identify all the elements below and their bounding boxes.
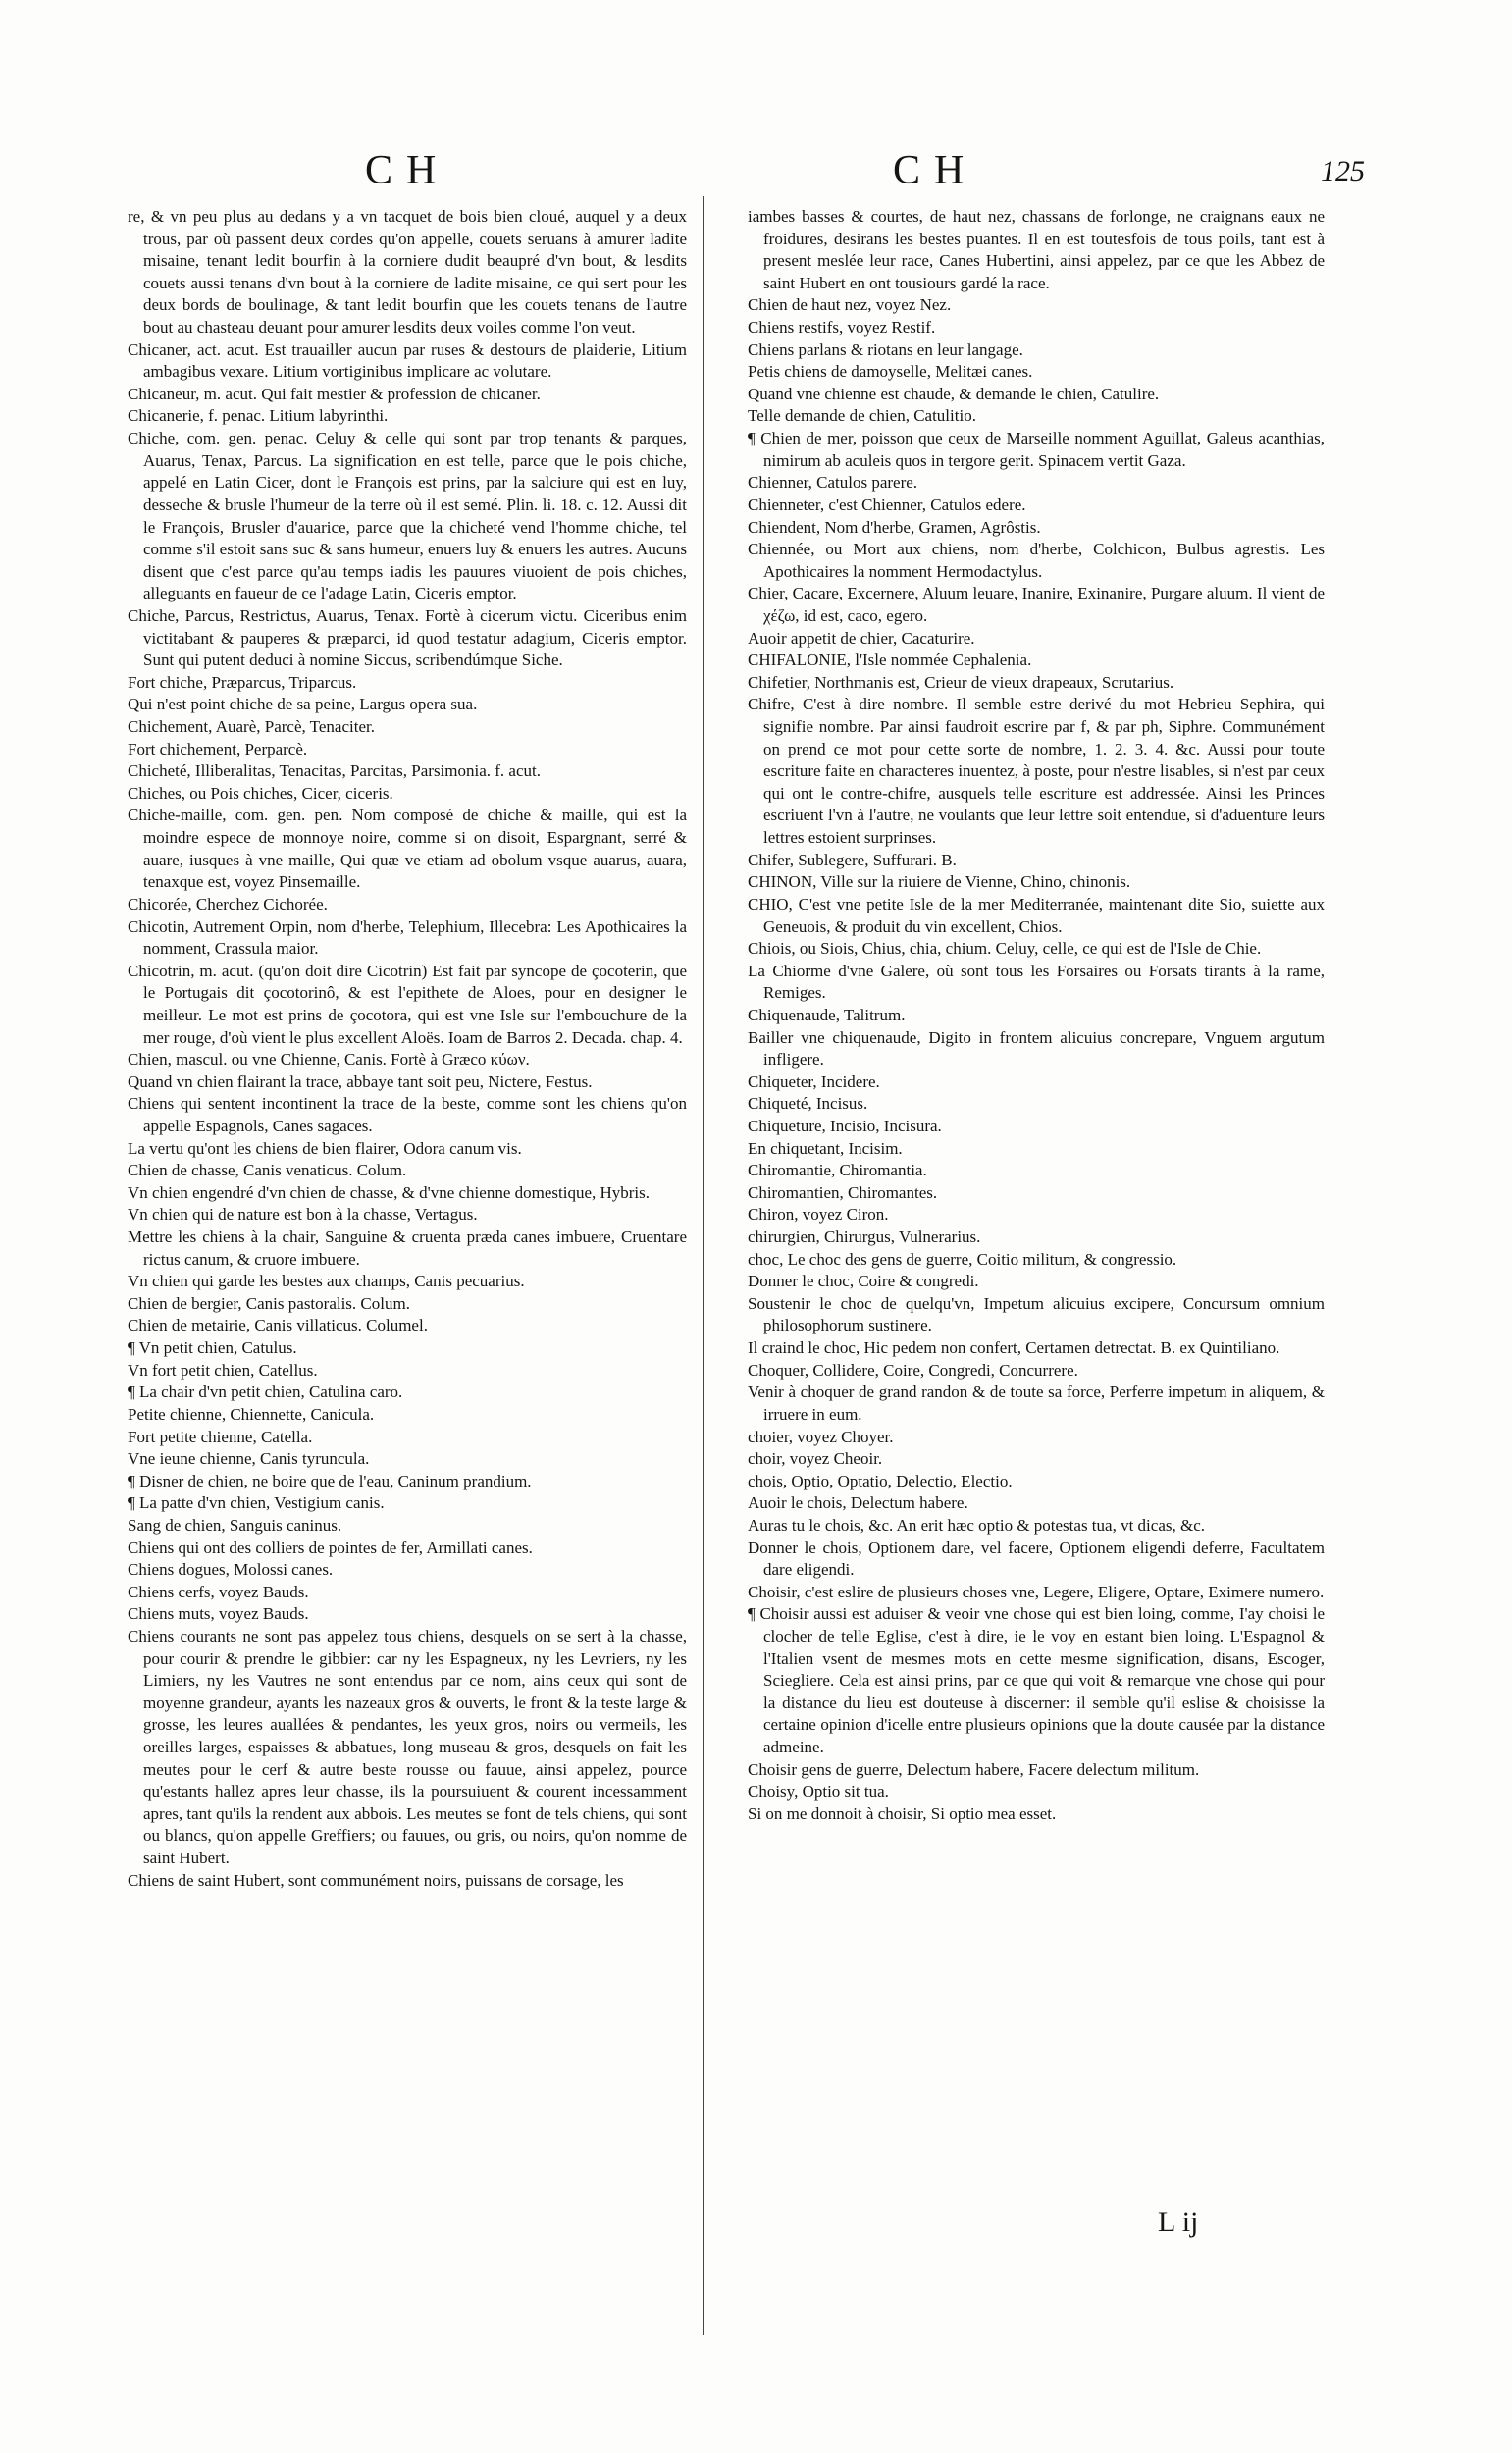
dictionary-entry: Chiromantie, Chiromantia. xyxy=(748,1161,927,1180)
dictionary-entry: CHIFALONIE, l'Isle nommée Cephalenia. xyxy=(748,651,1032,670)
dictionary-entry: ¶ La patte d'vn chien, Vestigium canis. xyxy=(128,1493,385,1513)
dictionary-entry: Chien de haut nez, voyez Nez. xyxy=(748,295,952,315)
dictionary-entry: CHINON, Ville sur la riuiere de Vienne, Chino, chinonis. xyxy=(748,872,1131,892)
dictionary-entry: Chiens parlans & riotans en leur langage. xyxy=(748,339,1023,359)
dictionary-entry: Chiens cerfs, voyez Bauds. xyxy=(128,1582,309,1601)
dictionary-entry: Si on me donnoit à choisir, Si optio mea esset. xyxy=(748,1803,1057,1823)
dictionary-entry: Chicaneur, m. acut. Qui fait mestier & profession de chicaner. xyxy=(128,384,541,403)
dictionary-entry: Soustenir le choc de quelqu'vn, Impetum alicuius excipere, Concursum omnium philosophorum sustinere. xyxy=(748,1293,1325,1335)
dictionary-entry: Chiche-maille, com. gen. pen. Nom composé de chiche & maille, qui est la moindre espece de monnoye noire, comme si on disoit, Espargnant, serré & auare, iusques à vne maille, Qui quæ ve etiam ad obolum vsque auarus, auara, tenaxque est, voyez Pinsemaille. xyxy=(128,806,687,892)
dictionary-entry: Venir à choquer de grand randon & de toute sa force, Perferre impetum in aliquem, & irruere in eum. xyxy=(748,1383,1325,1424)
dictionary-entry: choc, Le choc des gens de guerre, Coitio militum, & congressio. xyxy=(748,1249,1177,1269)
dictionary-entry: re, & vn peu plus au dedans y a vn tacquet de bois bien cloué, auquel y a deux trous, par où passent deux cordes qu'on appelle, couets seruans à amurer ladite misaine, tenant ledit bourfin à la corniere dudit beaupré d'vn bout, & lesdits couets aussi tenans d'vn bout à la corniere de ladite misaine, ce qui sert pour les deux bords de boulinage, & tant ledit bourfin que les couets tenans de l'autre bout au chasteau deuant pour amurer lesdits deux voiles comme l'on veut. xyxy=(128,207,687,338)
dictionary-entry: Chiens muts, voyez Bauds. xyxy=(128,1604,309,1624)
dictionary-entry: ¶ Vn petit chien, Catulus. xyxy=(128,1338,297,1358)
dictionary-entry: Chien de chasse, Canis venaticus. Colum. xyxy=(128,1161,407,1180)
dictionary-entry: Chiqueture, Incisio, Incisura. xyxy=(748,1116,942,1135)
dictionary-entry: Fort petite chienne, Catella. xyxy=(128,1427,313,1446)
signature-mark: L ij xyxy=(1158,2206,1199,2238)
right-column xyxy=(748,206,1325,1825)
dictionary-entry: Telle demande de chien, Catulitio. xyxy=(748,406,976,426)
dictionary-entry: Fort chichement, Perparcè. xyxy=(128,739,308,758)
dictionary-entry: Chiche, Parcus, Restrictus, Auarus, Tenax. Fortè à cicerum victu. Ciceribus enim victitabant & pauperes & præparci, id quod testatur adagium, Ciceris emptor. Sunt qui putent deduci à nomine Siccus, scribendúmque Siche. xyxy=(128,605,687,670)
dictionary-entry: Chiches, ou Pois chiches, Cicer, ciceris. xyxy=(128,783,393,803)
dictionary-entry: Fort chiche, Præparcus, Triparcus. xyxy=(128,672,357,692)
dictionary-entry: Chiens qui sentent incontinent la trace de la beste, comme sont les chiens qu'on appelle Espagnols, Canes sagaces. xyxy=(128,1094,687,1135)
dictionary-entry: Choisy, Optio sit tua. xyxy=(748,1782,889,1801)
dictionary-entry: Chienner, Catulos parere. xyxy=(748,473,918,493)
dictionary-entry: Vne ieune chienne, Canis tyruncula. xyxy=(128,1449,370,1469)
dictionary-entry: Sang de chien, Sanguis caninus. xyxy=(128,1515,342,1535)
dictionary-entry: choir, voyez Cheoir. xyxy=(748,1449,883,1469)
dictionary-entry: ¶ La chair d'vn petit chien, Catulina caro. xyxy=(128,1383,403,1402)
dictionary-entry: Chien de metairie, Canis villaticus. Columel. xyxy=(128,1316,428,1335)
dictionary-entry: Vn chien engendré d'vn chien de chasse, & d'vne chienne domestique, Hybris. xyxy=(128,1182,651,1202)
dictionary-entry: Chiendent, Nom d'herbe, Gramen, Agrôstis. xyxy=(748,517,1041,537)
dictionary-entry: Choisir gens de guerre, Delectum habere, Facere delectum militum. xyxy=(748,1759,1200,1779)
dictionary-entry: Chiens de saint Hubert, sont communément noirs, puissans de corsage, les xyxy=(128,1870,624,1890)
dictionary-entry: ¶ Disner de chien, ne boire que de l'eau, Caninum prandium. xyxy=(128,1471,532,1490)
dictionary-entry: Chiens courants ne sont pas appelez tous chiens, desquels on se sert à la chasse, pour courir & prendre le gibbier: car ny les Espagneux, ny les Levriers, ny les Limiers, ny les Vautres ne sont entendus par ce nom, ains ceux qui sont de moyenne grandeur, ayants les nazeaux gros & ouverts, le front & la teste large & grosse, les leures auallées & pendantes, les yeux gros, noirs ou vermeils, les oreilles larges, espaisses & abbatues, long museau & gros, desquels on fait les meutes pour le cerf & autre beste rousse ou fauue, ainsi appelez, pource qu'estants hallez apres leur chasse, ils la poursuiuent & courent incessamment apres, tant qu'ils la rendent aux abbois. Les meutes se font de tels chiens, qui sont ou blancs, qu'on appelle Greffiers; ou fauues, ou gris, ou noirs, qu'on nomme de saint Hubert. xyxy=(128,1627,687,1868)
dictionary-entry: Chicotin, Autrement Orpin, nom d'herbe, Telephium, Illecebra: Les Apothicaires la nomment, Crassula maior. xyxy=(128,916,687,959)
dictionary-entry: chirurgien, Chirurgus, Vulnerarius. xyxy=(748,1227,981,1247)
dictionary-entry: Chicorée, Cherchez Cichorée. xyxy=(128,894,328,913)
dictionary-entry: chois, Optio, Optatio, Delectio, Electio. xyxy=(748,1471,1013,1490)
running-head-left: CH xyxy=(365,148,450,193)
dictionary-entry: Chiois, ou Siois, Chius, chia, chium. Celuy, celle, ce qui est de l'Isle de Chie. xyxy=(748,939,1262,959)
dictionary-entry: Chiqueter, Incidere. xyxy=(748,1071,880,1091)
dictionary-entry: CHIO, C'est vne petite Isle de la mer Mediterranée, maintenant dite Sio, suiette aux Geneuois, & produit du vin excellent, Chios. xyxy=(748,894,1325,936)
dictionary-entry: Chiens qui ont des colliers de pointes de fer, Armillati canes. xyxy=(128,1538,533,1557)
dictionary-entry: Chiromantien, Chiromantes. xyxy=(748,1182,938,1202)
dictionary-entry: Chicaner, act. acut. Est trauailler aucun par ruses & destours de plaiderie, Litium ambagibus vexare. Litium vortiginibus implicare ac volutare. xyxy=(128,339,687,382)
dictionary-entry: Chifetier, Northmanis est, Crieur de vieux drapeaux, Scrutarius. xyxy=(748,672,1174,692)
dictionary-entry: Quand vn chien flairant la trace, abbaye tant soit peu, Nictere, Festus. xyxy=(128,1071,593,1091)
dictionary-entry: Donner le chois, Optionem dare, vel facere, Optionem eligendi deferre, Facultatem dare eligendi. xyxy=(748,1538,1325,1580)
dictionary-entry: Vn fort petit chien, Catellus. xyxy=(128,1360,318,1380)
dictionary-entry: Choquer, Collidere, Coire, Congredi, Concurrere. xyxy=(748,1360,1078,1380)
column-divider xyxy=(703,196,704,2335)
dictionary-entry: Chiens dogues, Molossi canes. xyxy=(128,1560,334,1580)
dictionary-entry: iambes basses & courtes, de haut nez, chassans de forlonge, ne craignans eaux ne froidures, desirans les bestes puantes. Il en est toutesfois de tous poils, tant est à present meslée leur race, Canes Hubertini, ainsi appelez, par ce que les Abbez de saint Hubert en ont tousiours gardé la race. xyxy=(748,207,1325,292)
dictionary-entry: Bailler vne chiquenaude, Digito in frontem alicuius concrepare, Vnguem argutum infligere. xyxy=(748,1027,1325,1070)
dictionary-entry: Chifer, Sublegere, Suffurari. B. xyxy=(748,850,957,869)
dictionary-entry: Chiqueté, Incisus. xyxy=(748,1094,868,1114)
dictionary-entry: Auoir le chois, Delectum habere. xyxy=(748,1493,968,1513)
dictionary-entry: Chien de bergier, Canis pastoralis. Colum. xyxy=(128,1293,410,1313)
page-number: 125 xyxy=(1321,155,1365,187)
dictionary-entry: Il craind le choc, Hic pedem non confert, Certamen detrectat. B. ex Quintiliano. xyxy=(748,1338,1280,1358)
dictionary-entry: La vertu qu'ont les chiens de bien flairer, Odora canum vis. xyxy=(128,1138,522,1158)
dictionary-entry: Chiche, com. gen. penac. Celuy & celle qui sont par trop tenants & parques, Auarus, Tenax, Parcus. La signification en est telle, parce que le pois chiche, appelé en Latin Cicer, dont le François est prins, par la salciure qui est en luy, desseche & brusle l'humeur de la terre où il est semé. Plin. li. 18. c. 12. Aussi dit le François, Brusler d'auarice, parce que la chicheté vend l'homme chiche, tel comme s'il estoit sans suc & sans humeur, enuers luy & enuers les autres. Aucuns disent que c'est parce qu'au temps iadis les pauures viuoient de pois chiches, alleguants en faueur de ce l'adage Latin, Ciceris emptor. xyxy=(128,429,687,603)
dictionary-entry: Vn chien qui garde les bestes aux champs, Canis pecuarius. xyxy=(128,1272,525,1291)
dictionary-entry: Vn chien qui de nature est bon à la chasse, Vertagus. xyxy=(128,1205,478,1225)
dictionary-entry: Petite chienne, Chiennette, Canicula. xyxy=(128,1404,375,1424)
dictionary-entry: Chienneter, c'est Chienner, Catulos edere. xyxy=(748,495,1026,514)
dictionary-entry: Chiennée, ou Mort aux chiens, nom d'herbe, Colchicon, Bulbus agrestis. Les Apothicaires la nomment Hermodactylus. xyxy=(748,540,1325,581)
dictionary-entry: La Chiorme d'vne Galere, où sont tous les Forsaires ou Forsats tirants à la rame, Remiges. xyxy=(748,961,1325,1003)
dictionary-entry: Qui n'est point chiche de sa peine, Largus opera sua. xyxy=(128,695,478,714)
dictionary-entry: Chier, Cacare, Excernere, Aluum leuare, Inanire, Exinanire, Purgare aluum. Il vient de χέζω, id est, caco, egero. xyxy=(748,584,1325,625)
dictionary-entry: En chiquetant, Incisim. xyxy=(748,1138,903,1158)
dictionary-entry: Chicanerie, f. penac. Litium labyrinthi. xyxy=(128,406,389,426)
dictionary-entry: Chiron, voyez Ciron. xyxy=(748,1205,889,1225)
dictionary-entry: Chifre, C'est à dire nombre. Il semble estre derivé du mot Hebrieu Sephira, qui signifie nombre. Par ainsi faudroit escrire par f, & par ph, Siphre. Communément on prend ce mot pour cette sorte de nombre, 1. 2. 3. 4. &c. Aussi pour toute escriture faite en characteres inuentez, à poste, pour n'estre lisables, si n'est par ceux qui ont le contre-chifre, ausquels telle escriture est addressée. Ainsi les Princes escriuent l'vn à l'autre, ne voulants que leur lettre soit entendue, si d'aduenture leurs lettres estoient surprinses. xyxy=(748,695,1325,848)
dictionary-entry: ¶ Choisir aussi est aduiser & veoir vne chose qui est bien loing, comme, I'ay choisi le clocher de telle Eglise, c'est à dire, ie le voy en estant bien loing. L'Espagnol & l'Italien vsent de mesmes mots en cette mesme signification, disans, Escoger, Sciegliere. Cela est ainsi prins, par ce que qui voit & remarque vne chose qui pour la distance du lieu est douteuse à discerner: il semble qu'il eslise & choisisse la certaine opinion d'icelle entre plusieurs opinions que la doute causée par la distance admeine. xyxy=(748,1604,1325,1757)
dictionary-entry: Chiens restifs, voyez Restif. xyxy=(748,318,936,338)
dictionary-entry: Chien, mascul. ou vne Chienne, Canis. Fortè à Græco κύων. xyxy=(128,1050,530,1070)
dictionary-entry: ¶ Chien de mer, poisson que ceux de Marseille nomment Aguillat, Galeus acanthias, nimirum ab aculeis quos in tergore gerit. Spinacem vertit Gaza. xyxy=(748,429,1325,470)
dictionary-entry: Mettre les chiens à la chair, Sanguine & cruenta præda canes imbuere, Cruentare rictus canum, & cruore imbuere. xyxy=(128,1227,687,1269)
dictionary-entry: Quand vne chienne est chaude, & demande le chien, Catulire. xyxy=(748,384,1160,403)
dictionary-entry: Chichement, Auarè, Parcè, Tenaciter. xyxy=(128,717,375,737)
dictionary-entry: Chicheté, Illiberalitas, Tenacitas, Parcitas, Parsimonia. f. acut. xyxy=(128,761,541,781)
running-head-right: CH xyxy=(893,148,978,193)
dictionary-entry: choier, voyez Choyer. xyxy=(748,1427,894,1446)
dictionary-entry: Auras tu le chois, &c. An erit hæc optio & potestas tua, vt dicas, &c. xyxy=(748,1515,1205,1535)
left-column xyxy=(128,206,687,1892)
dictionary-entry: Donner le choc, Coire & congredi. xyxy=(748,1272,979,1291)
dictionary-entry: Chicotrin, m. acut. (qu'on doit dire Cicotrin) Est fait par syncope de çocoterin, que le Portugais dit çocotorinô, & est l'epithete de Aloes, pour en designer le meilleur. Le mot est prins de çocotora, qui est vne Isle sur l'embouchure de la mer rouge, d'où vient le plus excellent Aloës. Ioam de Barros 2. Decada. chap. 4. xyxy=(128,961,687,1047)
dictionary-entry: Chiquenaude, Talitrum. xyxy=(748,1005,906,1024)
dictionary-entry: Auoir appetit de chier, Cacaturire. xyxy=(748,628,975,648)
dictionary-entry: Choisir, c'est eslire de plusieurs choses vne, Legere, Eligere, Optare, Eximere numero. xyxy=(748,1582,1325,1601)
dictionary-entry: Petis chiens de damoyselle, Melitæi canes. xyxy=(748,362,1033,382)
